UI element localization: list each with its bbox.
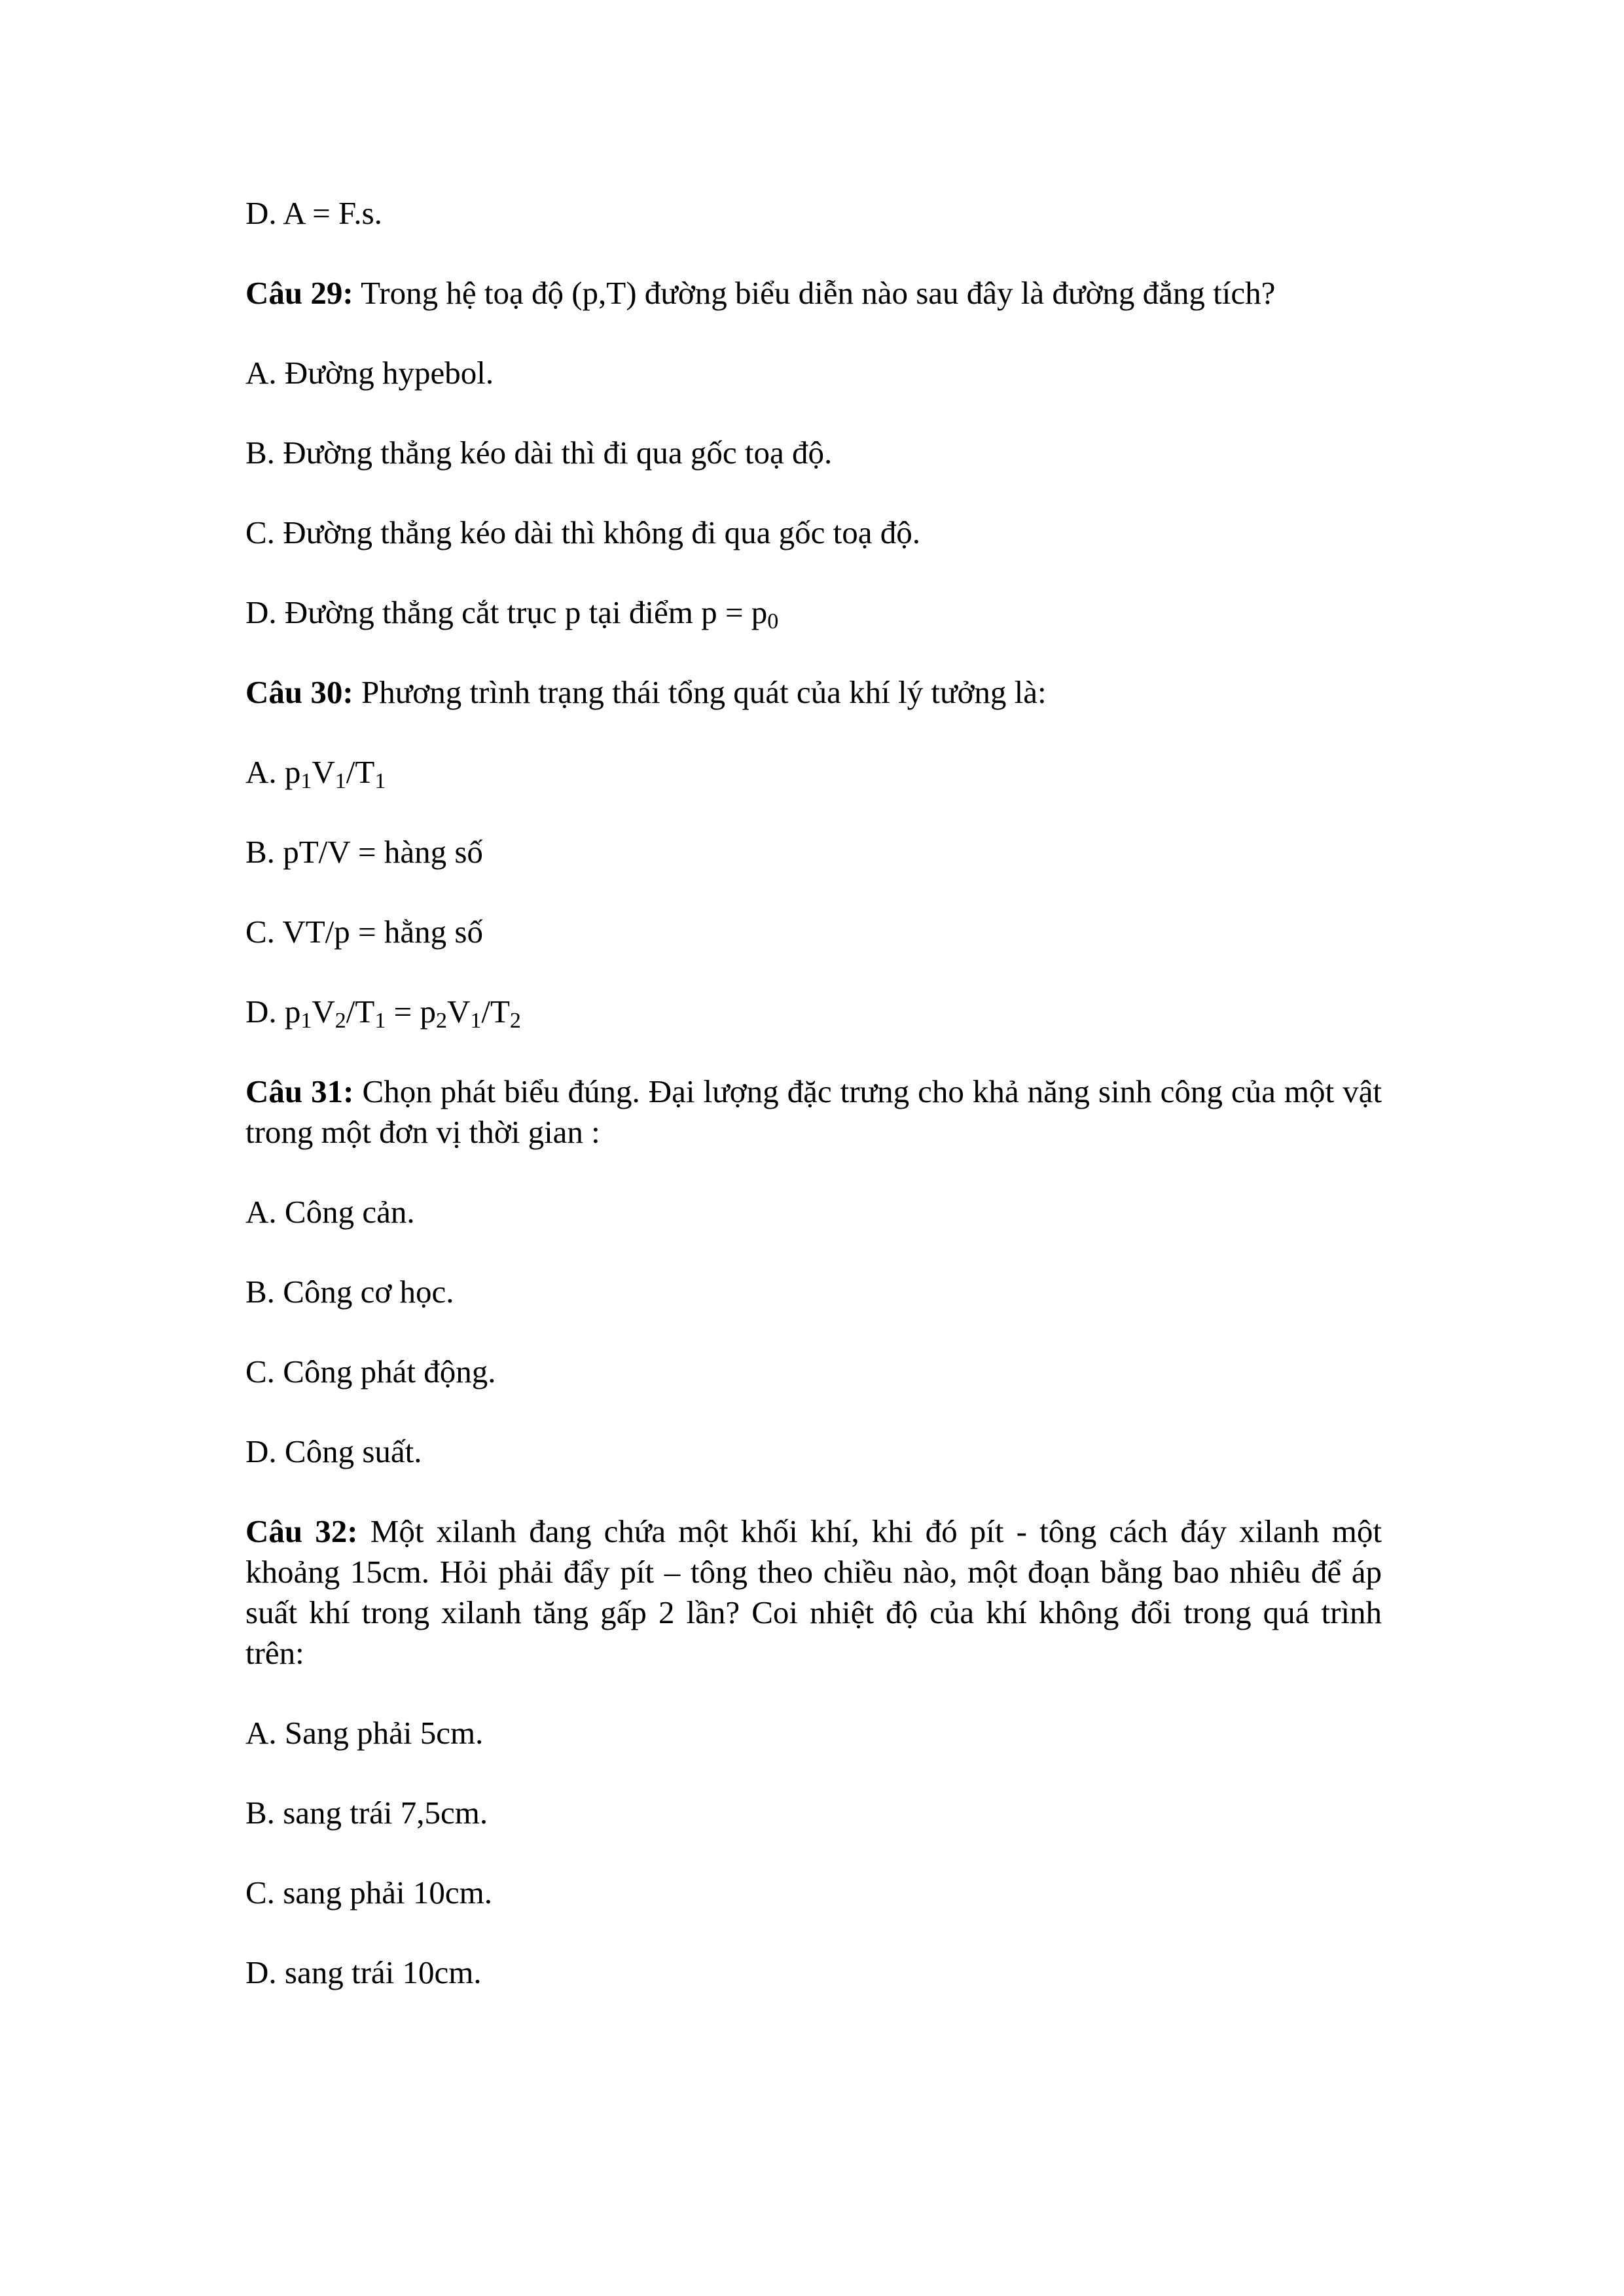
q30-option-c: C. VT/p = hằng số	[245, 914, 483, 950]
question-29	[245, 273, 1382, 314]
q29-option-d: D. Đường thẳng cắt trục p tại điểm $p = p_0$	[245, 594, 779, 634]
question-text: Một xilanh đang chứa một khối khí, khi đó pít - tông cách đáy xilanh một khoảng 15cm. Hỏi phải đẩy pít – tông theo chiều nào, một đoạn bằng bao nhiêu để áp suất khí trong xilanh tăng gấp 2 lần? Coi nhiệt độ của khí không đổi trong quá trình trên:	[245, 1513, 1382, 1671]
q30-option-b: B. pT/V = hàng số	[245, 834, 483, 870]
q29-option-b: B. Đường thẳng kéo dài thì đi qua gốc toạ độ.	[245, 435, 833, 471]
q32-option-a: A. Sang phải 5cm.	[245, 1715, 484, 1751]
q31-option-c: C. Công phát động.	[245, 1354, 496, 1390]
q30-option-d: D. $p_1V_2/T_1 = p_2V_1/T_2$	[245, 994, 521, 1033]
option-text: A = F.s.	[283, 195, 382, 231]
question-number: Câu 29:	[245, 275, 353, 311]
question-number: Câu 30:	[245, 674, 353, 710]
option-label: D.	[245, 195, 277, 231]
question-number: Câu 32:	[245, 1513, 358, 1549]
q32-option-b: B. sang trái 7,5cm.	[245, 1795, 488, 1831]
q30-option-a: A. $p_1V_1/T_1$	[245, 754, 386, 793]
q32-option-c: C. sang phải 10cm.	[245, 1874, 492, 1910]
question-text: Trong hệ toạ độ (p,T) đường biểu diễn nào sau đây là đường đẳng tích?	[361, 275, 1276, 311]
q32-option-d: D. sang trái 10cm.	[245, 1954, 482, 1990]
q31-option-a: A. Công cản.	[245, 1194, 415, 1230]
q31-option-d: D. Công suất.	[245, 1433, 422, 1469]
question-31	[245, 1071, 1382, 1153]
q31-option-b: B. Công cơ học.	[245, 1274, 454, 1310]
q29-option-a: A. Đường hypebol.	[245, 355, 494, 391]
document-page	[245, 193, 1382, 2032]
q29-option-c: C. Đường thẳng kéo dài thì không đi qua gốc toạ độ.	[245, 514, 920, 550]
question-30	[245, 672, 1382, 713]
question-text: Chọn phát biểu đúng. Đại lượng đặc trưng cho khả năng sinh công của một vật trong một đơn vị thời gian :	[245, 1073, 1382, 1150]
question-32	[245, 1511, 1382, 1674]
option-d-prev	[245, 193, 1382, 234]
question-number: Câu 31:	[245, 1073, 354, 1109]
question-text: Phương trình trạng thái tổng quát của khí lý tưởng là:	[361, 674, 1047, 710]
